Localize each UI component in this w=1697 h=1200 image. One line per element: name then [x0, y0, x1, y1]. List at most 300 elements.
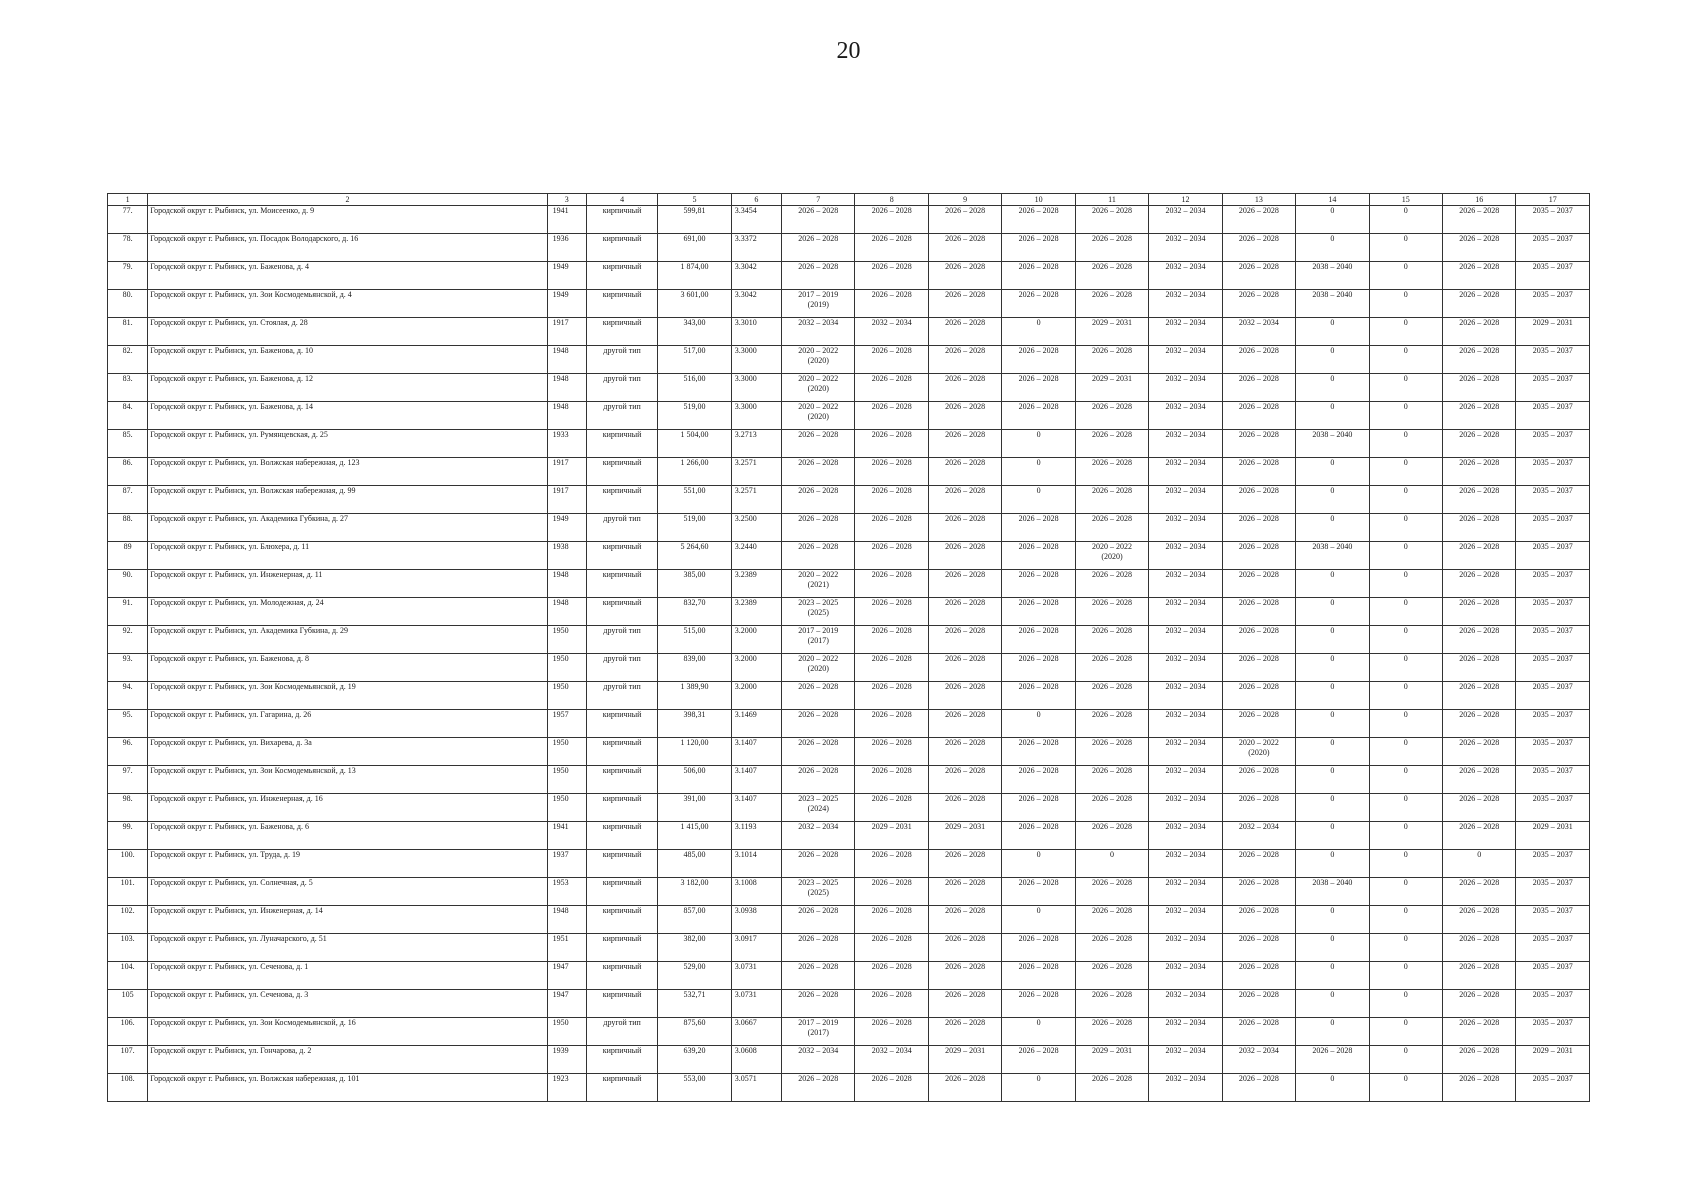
- area-cell: 517,00: [658, 346, 731, 374]
- period-cell-col-17: 2035 – 2037: [1516, 990, 1590, 1018]
- row-number: 108.: [108, 1074, 148, 1102]
- period-cell-col-9: 2026 – 2028: [928, 206, 1001, 234]
- build-year-cell: 1938: [547, 542, 586, 570]
- period-cell-col-13: 2026 – 2028: [1222, 514, 1295, 542]
- period-cell-col-7: 2026 – 2028: [782, 766, 855, 794]
- build-year-cell: 1949: [547, 262, 586, 290]
- row-number: 95.: [108, 710, 148, 738]
- build-year-cell: 1951: [547, 934, 586, 962]
- column-header-2: 2: [148, 194, 547, 206]
- period-cell-col-9: 2026 – 2028: [928, 430, 1001, 458]
- table-row: [108, 318, 1590, 346]
- period-cell-col-10: 2026 – 2028: [1002, 738, 1075, 766]
- period-cell-col-14: 0: [1296, 514, 1369, 542]
- build-year-cell: 1917: [547, 486, 586, 514]
- period-cell-col-12: 2032 – 2034: [1149, 906, 1222, 934]
- period-cell-col-7: 2026 – 2028: [782, 1074, 855, 1102]
- period-cell-col-15: 0: [1369, 486, 1442, 514]
- period-cell-col-13: 2026 – 2028: [1222, 402, 1295, 430]
- build-year-cell: 1950: [547, 654, 586, 682]
- wall-material-cell: кирпичный: [586, 570, 657, 598]
- period-cell-col-7: 2032 – 2034: [782, 318, 855, 346]
- period-cell-col-8: 2026 – 2028: [855, 962, 928, 990]
- period-cell-col-13: 2026 – 2028: [1222, 1018, 1295, 1046]
- period-cell-col-12: 2032 – 2034: [1149, 486, 1222, 514]
- row-number: 104.: [108, 962, 148, 990]
- period-cell-col-12: 2032 – 2034: [1149, 290, 1222, 318]
- build-year-cell: 1948: [547, 570, 586, 598]
- period-cell-col-15: 0: [1369, 962, 1442, 990]
- period-cell-col-14: 0: [1296, 402, 1369, 430]
- period-cell-col-9: 2026 – 2028: [928, 990, 1001, 1018]
- period-cell-col-7: 2026 – 2028: [782, 514, 855, 542]
- period-cell-col-8: 2026 – 2028: [855, 1074, 928, 1102]
- address-cell: Городской округ г. Рыбинск, ул. Сеченова, д. 1: [148, 962, 547, 990]
- period-cell-col-13: 2026 – 2028: [1222, 206, 1295, 234]
- period-cell-col-9: 2026 – 2028: [928, 458, 1001, 486]
- column-header-13: 13: [1222, 194, 1295, 206]
- period-cell-col-7: 2023 – 2025 (2024): [782, 794, 855, 822]
- period-cell-col-11: 2029 – 2031: [1075, 318, 1148, 346]
- period-cell-col-8: 2026 – 2028: [855, 206, 928, 234]
- period-cell-col-15: 0: [1369, 738, 1442, 766]
- period-cell-col-10: 2026 – 2028: [1002, 934, 1075, 962]
- period-cell-col-7: 2020 – 2022 (2020): [782, 402, 855, 430]
- period-cell-col-17: 2035 – 2037: [1516, 626, 1590, 654]
- period-cell-col-14: 0: [1296, 346, 1369, 374]
- period-cell-col-15: 0: [1369, 990, 1442, 1018]
- index-cell: 3.1407: [731, 794, 781, 822]
- period-cell-col-11: 0: [1075, 850, 1148, 878]
- period-cell-col-16: 2026 – 2028: [1442, 458, 1515, 486]
- period-cell-col-14: 0: [1296, 458, 1369, 486]
- period-cell-col-17: 2035 – 2037: [1516, 738, 1590, 766]
- period-cell-col-10: 2026 – 2028: [1002, 822, 1075, 850]
- period-cell-col-11: 2020 – 2022 (2020): [1075, 542, 1148, 570]
- wall-material-cell: кирпичный: [586, 542, 657, 570]
- build-year-cell: 1939: [547, 1046, 586, 1074]
- area-cell: 691,00: [658, 234, 731, 262]
- period-cell-col-14: 2026 – 2028: [1296, 1046, 1369, 1074]
- table-row: [108, 486, 1590, 514]
- area-cell: 639,20: [658, 1046, 731, 1074]
- period-cell-col-15: 0: [1369, 570, 1442, 598]
- address-cell: Городской округ г. Рыбинск, ул. Блюхера, д. 11: [148, 542, 547, 570]
- period-cell-col-7: 2032 – 2034: [782, 1046, 855, 1074]
- table-row: [108, 878, 1590, 906]
- column-header-8: 8: [855, 194, 928, 206]
- wall-material-cell: кирпичный: [586, 878, 657, 906]
- table-row: [108, 682, 1590, 710]
- index-cell: 3.3042: [731, 290, 781, 318]
- period-cell-col-16: 2026 – 2028: [1442, 318, 1515, 346]
- period-cell-col-15: 0: [1369, 850, 1442, 878]
- table-body: [108, 206, 1590, 1102]
- address-cell: Городской округ г. Рыбинск, ул. Баженова, д. 12: [148, 374, 547, 402]
- build-year-cell: 1941: [547, 822, 586, 850]
- row-number: 78.: [108, 234, 148, 262]
- period-cell-col-10: 2026 – 2028: [1002, 654, 1075, 682]
- row-number: 93.: [108, 654, 148, 682]
- area-cell: 551,00: [658, 486, 731, 514]
- period-cell-col-14: 0: [1296, 570, 1369, 598]
- period-cell-col-11: 2026 – 2028: [1075, 654, 1148, 682]
- area-cell: 839,00: [658, 654, 731, 682]
- area-cell: 832,70: [658, 598, 731, 626]
- row-number: 94.: [108, 682, 148, 710]
- wall-material-cell: кирпичный: [586, 318, 657, 346]
- row-number: 85.: [108, 430, 148, 458]
- wall-material-cell: кирпичный: [586, 1074, 657, 1102]
- build-year-cell: 1957: [547, 710, 586, 738]
- period-cell-col-9: 2026 – 2028: [928, 318, 1001, 346]
- period-cell-col-16: 2026 – 2028: [1442, 206, 1515, 234]
- period-cell-col-9: 2026 – 2028: [928, 514, 1001, 542]
- build-year-cell: 1950: [547, 738, 586, 766]
- build-year-cell: 1950: [547, 682, 586, 710]
- period-cell-col-16: 2026 – 2028: [1442, 878, 1515, 906]
- period-cell-col-10: 2026 – 2028: [1002, 626, 1075, 654]
- period-cell-col-15: 0: [1369, 766, 1442, 794]
- period-cell-col-9: 2026 – 2028: [928, 234, 1001, 262]
- period-cell-col-16: 2026 – 2028: [1442, 906, 1515, 934]
- build-year-cell: 1949: [547, 514, 586, 542]
- period-cell-col-15: 0: [1369, 206, 1442, 234]
- table-row: [108, 570, 1590, 598]
- build-year-cell: 1950: [547, 766, 586, 794]
- address-cell: Городской округ г. Рыбинск, ул. Баженова, д. 6: [148, 822, 547, 850]
- build-year-cell: 1948: [547, 346, 586, 374]
- period-cell-col-11: 2026 – 2028: [1075, 598, 1148, 626]
- period-cell-col-17: 2035 – 2037: [1516, 598, 1590, 626]
- build-year-cell: 1923: [547, 1074, 586, 1102]
- table-row: [108, 822, 1590, 850]
- period-cell-col-11: 2026 – 2028: [1075, 1074, 1148, 1102]
- row-number: 92.: [108, 626, 148, 654]
- wall-material-cell: другой тип: [586, 402, 657, 430]
- period-cell-col-7: 2026 – 2028: [782, 990, 855, 1018]
- build-year-cell: 1950: [547, 626, 586, 654]
- period-cell-col-16: 2026 – 2028: [1442, 346, 1515, 374]
- period-cell-col-8: 2026 – 2028: [855, 402, 928, 430]
- period-cell-col-15: 0: [1369, 374, 1442, 402]
- period-cell-col-7: 2023 – 2025 (2025): [782, 878, 855, 906]
- wall-material-cell: кирпичный: [586, 598, 657, 626]
- period-cell-col-17: 2035 – 2037: [1516, 1074, 1590, 1102]
- period-cell-col-11: 2026 – 2028: [1075, 206, 1148, 234]
- period-cell-col-11: 2026 – 2028: [1075, 262, 1148, 290]
- period-cell-col-10: 2026 – 2028: [1002, 878, 1075, 906]
- period-cell-col-12: 2032 – 2034: [1149, 626, 1222, 654]
- period-cell-col-16: 2026 – 2028: [1442, 626, 1515, 654]
- index-cell: 3.3000: [731, 374, 781, 402]
- period-cell-col-8: 2026 – 2028: [855, 514, 928, 542]
- period-cell-col-8: 2026 – 2028: [855, 598, 928, 626]
- table-row: [108, 654, 1590, 682]
- period-cell-col-13: 2026 – 2028: [1222, 234, 1295, 262]
- period-cell-col-12: 2032 – 2034: [1149, 654, 1222, 682]
- area-cell: 382,00: [658, 934, 731, 962]
- wall-material-cell: кирпичный: [586, 766, 657, 794]
- period-cell-col-12: 2032 – 2034: [1149, 794, 1222, 822]
- period-cell-col-13: 2026 – 2028: [1222, 570, 1295, 598]
- address-cell: Городской округ г. Рыбинск, ул. Румянцевская, д. 25: [148, 430, 547, 458]
- address-cell: Городской округ г. Рыбинск, ул. Инженерная, д. 11: [148, 570, 547, 598]
- period-cell-col-12: 2032 – 2034: [1149, 514, 1222, 542]
- area-cell: 1 415,00: [658, 822, 731, 850]
- area-cell: 515,00: [658, 626, 731, 654]
- period-cell-col-14: 0: [1296, 682, 1369, 710]
- period-cell-col-12: 2032 – 2034: [1149, 206, 1222, 234]
- wall-material-cell: другой тип: [586, 514, 657, 542]
- period-cell-col-10: 2026 – 2028: [1002, 682, 1075, 710]
- area-cell: 1 504,00: [658, 430, 731, 458]
- period-cell-col-14: 0: [1296, 766, 1369, 794]
- period-cell-col-10: 2026 – 2028: [1002, 962, 1075, 990]
- period-cell-col-13: 2026 – 2028: [1222, 346, 1295, 374]
- period-cell-col-17: 2035 – 2037: [1516, 514, 1590, 542]
- period-cell-col-14: 0: [1296, 794, 1369, 822]
- row-number: 96.: [108, 738, 148, 766]
- period-cell-col-8: 2026 – 2028: [855, 850, 928, 878]
- row-number: 105: [108, 990, 148, 1018]
- table-row: [108, 1074, 1590, 1102]
- table-header: [108, 194, 1590, 206]
- period-cell-col-14: 0: [1296, 962, 1369, 990]
- address-cell: Городской округ г. Рыбинск, ул. Баженова, д. 8: [148, 654, 547, 682]
- address-cell: Городской округ г. Рыбинск, ул. Зои Космодемьянской, д. 4: [148, 290, 547, 318]
- period-cell-col-14: 2038 – 2040: [1296, 290, 1369, 318]
- period-cell-col-15: 0: [1369, 430, 1442, 458]
- area-cell: 506,00: [658, 766, 731, 794]
- table-row: [108, 906, 1590, 934]
- row-number: 100.: [108, 850, 148, 878]
- address-cell: Городской округ г. Рыбинск, ул. Зои Космодемьянской, д. 19: [148, 682, 547, 710]
- address-cell: Городской округ г. Рыбинск, ул. Академика Губкина, д. 29: [148, 626, 547, 654]
- period-cell-col-17: 2035 – 2037: [1516, 486, 1590, 514]
- period-cell-col-12: 2032 – 2034: [1149, 850, 1222, 878]
- column-header-15: 15: [1369, 194, 1442, 206]
- period-cell-col-15: 0: [1369, 262, 1442, 290]
- period-cell-col-8: 2026 – 2028: [855, 262, 928, 290]
- index-cell: 3.1014: [731, 850, 781, 878]
- index-cell: 3.2000: [731, 626, 781, 654]
- period-cell-col-15: 0: [1369, 290, 1442, 318]
- table-row: [108, 542, 1590, 570]
- period-cell-col-8: 2026 – 2028: [855, 458, 928, 486]
- row-number: 103.: [108, 934, 148, 962]
- period-cell-col-7: 2026 – 2028: [782, 738, 855, 766]
- period-cell-col-9: 2026 – 2028: [928, 262, 1001, 290]
- period-cell-col-16: 2026 – 2028: [1442, 430, 1515, 458]
- period-cell-col-15: 0: [1369, 654, 1442, 682]
- period-cell-col-7: 2026 – 2028: [782, 234, 855, 262]
- period-cell-col-13: 2026 – 2028: [1222, 682, 1295, 710]
- period-cell-col-17: 2035 – 2037: [1516, 458, 1590, 486]
- wall-material-cell: другой тип: [586, 374, 657, 402]
- wall-material-cell: кирпичный: [586, 290, 657, 318]
- period-cell-col-9: 2026 – 2028: [928, 626, 1001, 654]
- period-cell-col-9: 2026 – 2028: [928, 934, 1001, 962]
- period-cell-col-14: 0: [1296, 934, 1369, 962]
- period-cell-col-10: 2026 – 2028: [1002, 262, 1075, 290]
- period-cell-col-7: 2026 – 2028: [782, 458, 855, 486]
- period-cell-col-13: 2026 – 2028: [1222, 850, 1295, 878]
- address-cell: Городской округ г. Рыбинск, ул. Гагарина, д. 26: [148, 710, 547, 738]
- period-cell-col-11: 2026 – 2028: [1075, 738, 1148, 766]
- period-cell-col-12: 2032 – 2034: [1149, 402, 1222, 430]
- column-header-6: 6: [731, 194, 781, 206]
- period-cell-col-9: 2026 – 2028: [928, 374, 1001, 402]
- index-cell: 3.0731: [731, 990, 781, 1018]
- period-cell-col-9: 2026 – 2028: [928, 906, 1001, 934]
- area-cell: 398,31: [658, 710, 731, 738]
- period-cell-col-17: 2035 – 2037: [1516, 402, 1590, 430]
- period-cell-col-12: 2032 – 2034: [1149, 262, 1222, 290]
- period-cell-col-9: 2029 – 2031: [928, 1046, 1001, 1074]
- period-cell-col-12: 2032 – 2034: [1149, 990, 1222, 1018]
- address-cell: Городской округ г. Рыбинск, ул. Инженерная, д. 14: [148, 906, 547, 934]
- period-cell-col-16: 2026 – 2028: [1442, 822, 1515, 850]
- table-row: [108, 290, 1590, 318]
- period-cell-col-14: 0: [1296, 374, 1369, 402]
- period-cell-col-11: 2026 – 2028: [1075, 878, 1148, 906]
- period-cell-col-8: 2026 – 2028: [855, 234, 928, 262]
- period-cell-col-12: 2032 – 2034: [1149, 766, 1222, 794]
- period-cell-col-12: 2032 – 2034: [1149, 458, 1222, 486]
- period-cell-col-16: 2026 – 2028: [1442, 794, 1515, 822]
- period-cell-col-17: 2035 – 2037: [1516, 262, 1590, 290]
- index-cell: 3.3010: [731, 318, 781, 346]
- period-cell-col-7: 2026 – 2028: [782, 906, 855, 934]
- area-cell: 532,71: [658, 990, 731, 1018]
- period-cell-col-8: 2032 – 2034: [855, 318, 928, 346]
- address-cell: Городской округ г. Рыбинск, ул. Зои Космодемьянской, д. 16: [148, 1018, 547, 1046]
- period-cell-col-9: 2026 – 2028: [928, 542, 1001, 570]
- period-cell-col-14: 0: [1296, 318, 1369, 346]
- period-cell-col-12: 2032 – 2034: [1149, 318, 1222, 346]
- period-cell-col-16: 2026 – 2028: [1442, 514, 1515, 542]
- period-cell-col-8: 2029 – 2031: [855, 822, 928, 850]
- period-cell-col-15: 0: [1369, 1018, 1442, 1046]
- table-row: [108, 766, 1590, 794]
- period-cell-col-16: 0: [1442, 850, 1515, 878]
- address-cell: Городской округ г. Рыбинск, ул. Инженерная, д. 16: [148, 794, 547, 822]
- index-cell: 3.0667: [731, 1018, 781, 1046]
- area-cell: 485,00: [658, 850, 731, 878]
- address-cell: Городской округ г. Рыбинск, ул. Зои Космодемьянской, д. 13: [148, 766, 547, 794]
- period-cell-col-16: 2026 – 2028: [1442, 570, 1515, 598]
- build-year-cell: 1950: [547, 794, 586, 822]
- period-cell-col-15: 0: [1369, 234, 1442, 262]
- build-year-cell: 1941: [547, 206, 586, 234]
- period-cell-col-10: 2026 – 2028: [1002, 234, 1075, 262]
- period-cell-col-9: 2026 – 2028: [928, 654, 1001, 682]
- area-cell: 529,00: [658, 962, 731, 990]
- wall-material-cell: другой тип: [586, 654, 657, 682]
- index-cell: 3.2440: [731, 542, 781, 570]
- address-cell: Городской округ г. Рыбинск, ул. Волжская набережная, д. 123: [148, 458, 547, 486]
- period-cell-col-10: 2026 – 2028: [1002, 402, 1075, 430]
- period-cell-col-15: 0: [1369, 878, 1442, 906]
- address-cell: Городской округ г. Рыбинск, ул. Труда, д. 19: [148, 850, 547, 878]
- period-cell-col-10: 0: [1002, 850, 1075, 878]
- table-row: [108, 234, 1590, 262]
- row-number: 98.: [108, 794, 148, 822]
- period-cell-col-16: 2026 – 2028: [1442, 1046, 1515, 1074]
- address-cell: Городской округ г. Рыбинск, ул. Сеченова, д. 3: [148, 990, 547, 1018]
- period-cell-col-16: 2026 – 2028: [1442, 710, 1515, 738]
- period-cell-col-11: 2026 – 2028: [1075, 766, 1148, 794]
- period-cell-col-7: 2026 – 2028: [782, 934, 855, 962]
- index-cell: 3.2389: [731, 570, 781, 598]
- period-cell-col-7: 2020 – 2022 (2020): [782, 346, 855, 374]
- build-year-cell: 1949: [547, 290, 586, 318]
- period-cell-col-17: 2035 – 2037: [1516, 710, 1590, 738]
- period-cell-col-9: 2026 – 2028: [928, 962, 1001, 990]
- period-cell-col-17: 2035 – 2037: [1516, 542, 1590, 570]
- period-cell-col-10: 2026 – 2028: [1002, 374, 1075, 402]
- period-cell-col-17: 2035 – 2037: [1516, 570, 1590, 598]
- wall-material-cell: кирпичный: [586, 1046, 657, 1074]
- period-cell-col-10: 0: [1002, 710, 1075, 738]
- period-cell-col-10: 2026 – 2028: [1002, 570, 1075, 598]
- period-cell-col-17: 2035 – 2037: [1516, 878, 1590, 906]
- wall-material-cell: кирпичный: [586, 738, 657, 766]
- period-cell-col-8: 2026 – 2028: [855, 878, 928, 906]
- period-cell-col-11: 2026 – 2028: [1075, 682, 1148, 710]
- period-cell-col-17: 2035 – 2037: [1516, 1018, 1590, 1046]
- index-cell: 3.2713: [731, 430, 781, 458]
- index-cell: 3.2389: [731, 598, 781, 626]
- table-row: [108, 262, 1590, 290]
- area-cell: 553,00: [658, 1074, 731, 1102]
- period-cell-col-8: 2026 – 2028: [855, 542, 928, 570]
- index-cell: 3.0571: [731, 1074, 781, 1102]
- period-cell-col-15: 0: [1369, 1074, 1442, 1102]
- column-header-5: 5: [658, 194, 731, 206]
- period-cell-col-10: 0: [1002, 318, 1075, 346]
- wall-material-cell: кирпичный: [586, 822, 657, 850]
- period-cell-col-11: 2026 – 2028: [1075, 822, 1148, 850]
- period-cell-col-13: 2026 – 2028: [1222, 598, 1295, 626]
- column-header-16: 16: [1442, 194, 1515, 206]
- period-cell-col-11: 2026 – 2028: [1075, 962, 1148, 990]
- period-cell-col-7: 2026 – 2028: [782, 542, 855, 570]
- table-row: [108, 206, 1590, 234]
- period-cell-col-13: 2026 – 2028: [1222, 906, 1295, 934]
- period-cell-col-17: 2035 – 2037: [1516, 906, 1590, 934]
- period-cell-col-15: 0: [1369, 598, 1442, 626]
- period-cell-col-16: 2026 – 2028: [1442, 374, 1515, 402]
- period-cell-col-14: 2038 – 2040: [1296, 542, 1369, 570]
- address-cell: Городской округ г. Рыбинск, ул. Посадок Володарского, д. 16: [148, 234, 547, 262]
- period-cell-col-12: 2032 – 2034: [1149, 1074, 1222, 1102]
- column-header-9: 9: [928, 194, 1001, 206]
- wall-material-cell: кирпичный: [586, 234, 657, 262]
- period-cell-col-13: 2026 – 2028: [1222, 290, 1295, 318]
- period-cell-col-16: 2026 – 2028: [1442, 486, 1515, 514]
- period-cell-col-9: 2026 – 2028: [928, 570, 1001, 598]
- period-cell-col-17: 2035 – 2037: [1516, 794, 1590, 822]
- period-cell-col-12: 2032 – 2034: [1149, 1046, 1222, 1074]
- index-cell: 3.1193: [731, 822, 781, 850]
- period-cell-col-14: 0: [1296, 738, 1369, 766]
- address-cell: Городской округ г. Рыбинск, ул. Молодежная, д. 24: [148, 598, 547, 626]
- table-row: [108, 458, 1590, 486]
- address-cell: Городской округ г. Рыбинск, ул. Волжская набережная, д. 101: [148, 1074, 547, 1102]
- period-cell-col-10: 0: [1002, 1074, 1075, 1102]
